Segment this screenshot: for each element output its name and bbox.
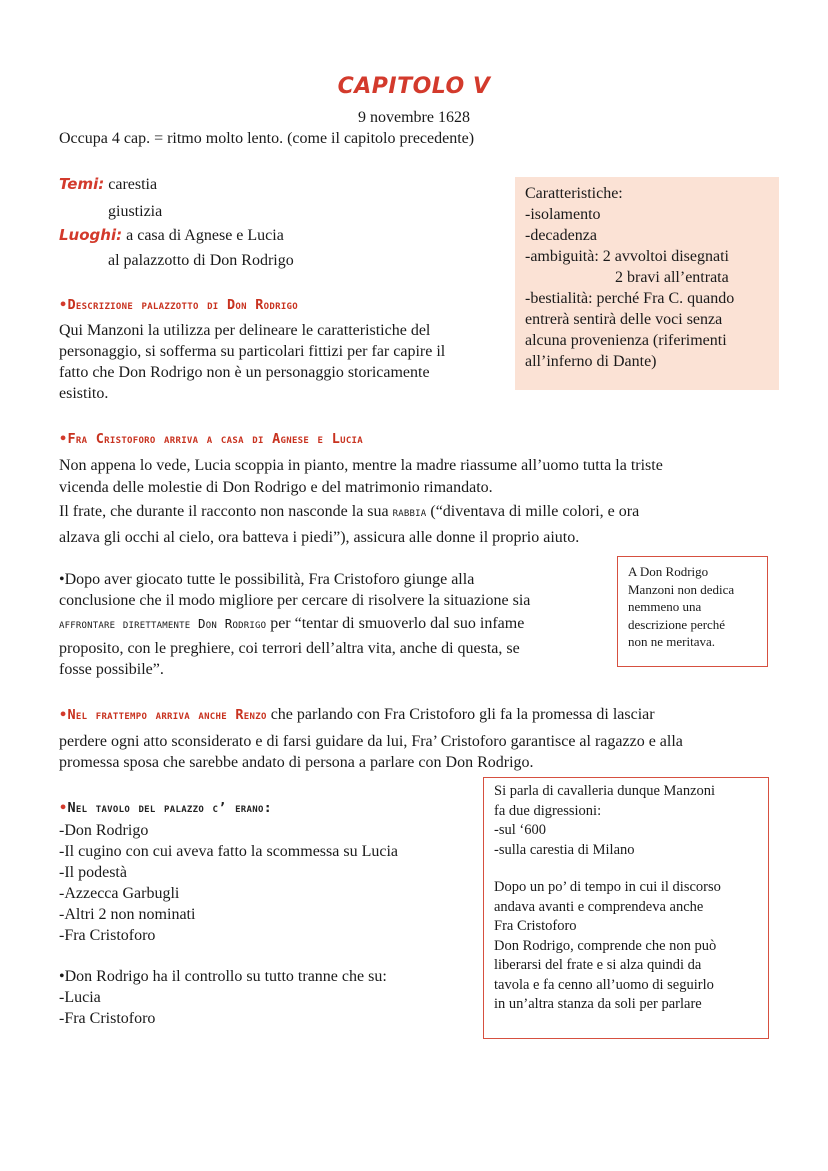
highlight-rabbia: rabbia xyxy=(392,504,427,519)
list-item: -Il cugino con cui aveva fatto la scommessa su Lucia xyxy=(59,843,398,860)
caratteristiche-line: 2 bravi all’entrata xyxy=(615,269,729,286)
luoghi-item: a casa di Agnese e Lucia xyxy=(126,227,284,244)
caratteristiche-line: -decadenza xyxy=(525,227,597,244)
list-item: -Lucia xyxy=(59,989,101,1006)
note-line: nemmeno una xyxy=(628,599,702,614)
paragraph-line: Non appena lo vede, Lucia scoppia in pianto, mentre la madre riassume all’uomo tutta la triste xyxy=(59,457,663,474)
page-title: CAPITOLO V xyxy=(337,74,491,99)
paragraph-line: promessa sposa che sarebbe andato di persona a parlare con Don Rodrigo. xyxy=(59,754,534,771)
bullet-dot: • xyxy=(59,800,68,816)
bullet-dot: • xyxy=(59,431,68,447)
caratteristiche-box xyxy=(515,177,779,390)
note-line: andava avanti e comprendeva anche xyxy=(494,898,704,915)
note-line: -sul ‘600 xyxy=(494,822,546,838)
control-line: •Don Rodrigo ha il controllo su tutto tranne che su: xyxy=(59,968,387,985)
list-item: -Fra Cristoforo xyxy=(59,927,156,944)
paragraph-line: fatto che Don Rodrigo non è un personaggio storicamente xyxy=(59,364,430,381)
caratteristiche-line: -isolamento xyxy=(525,206,601,223)
paragraph-line: Il frate, che durante il racconto non nasconde la sua rabbia (“diventava di mille colori, e ora xyxy=(59,503,640,520)
note-line: fa due digressioni: xyxy=(494,802,602,819)
caratteristiche-line: entrerà sentirà delle voci senza xyxy=(525,311,723,328)
luoghi-label: Luoghi: xyxy=(59,226,123,244)
note-line: in un’altra stanza da soli per parlare xyxy=(494,996,702,1012)
paragraph-line: alzava gli occhi al cielo, ora batteva i piedi”), assicura alle donne il proprio aiuto. xyxy=(59,529,580,546)
note-line: non ne meritava. xyxy=(628,634,715,649)
list-item: -Azzecca Garbugli xyxy=(59,885,180,902)
paragraph-line: •Dopo aver giocato tutte le possibilità, Fra Cristoforo giunge alla xyxy=(59,571,475,588)
note-line: Fra Cristoforo xyxy=(494,918,577,934)
section-heading-renzo: •Nel frattempo arriva anche Renzo xyxy=(59,707,267,723)
caratteristiche-line: Caratteristiche: xyxy=(525,185,623,202)
list-item: -Il podestà xyxy=(59,864,127,881)
note-line: A Don Rodrigo xyxy=(628,564,709,579)
list-item: -Don Rodrigo xyxy=(59,822,149,839)
paragraph-line: vicenda delle molestie di Don Rodrigo e del matrimonio rimandato. xyxy=(59,479,493,496)
temi-label: Temi: xyxy=(59,175,105,193)
bullet-dot: • xyxy=(59,707,68,723)
note-line: -sulla carestia di Milano xyxy=(494,841,635,858)
temi-item: giustizia xyxy=(108,203,163,220)
paragraph-line: perdere ogni atto sconsiderato e di farsi guidare da lui, Fra’ Cristoforo garantisce al ragazzo e alla xyxy=(59,733,683,750)
section-renzo: •Nel frattempo arriva anche Renzo che parlando con Fra Cristoforo gli fa la promessa di lasciar xyxy=(59,706,655,723)
paragraph-line: Qui Manzoni la utilizza per delineare le caratteristiche del xyxy=(59,322,431,339)
note-line: Don Rodrigo, comprende che non può xyxy=(494,937,717,954)
note-line: liberarsi del frate e si alza quindi da xyxy=(494,957,702,973)
temi-block xyxy=(59,174,157,195)
section-heading-tavolo: •Nel tavolo del palazzo c’ erano: xyxy=(59,800,273,816)
list-item: -Fra Cristoforo xyxy=(59,1010,156,1027)
note-line: tavola e fa cenno all’uomo di seguirlo xyxy=(494,976,714,993)
caratteristiche-line: -bestialità: perché Fra C. quando xyxy=(525,290,735,307)
luoghi-item: al palazzotto di Don Rodrigo xyxy=(108,252,294,269)
caratteristiche-line: alcuna provenienza (riferimenti xyxy=(525,332,727,349)
caratteristiche-line: -ambiguità: 2 avvoltoi disegnati xyxy=(525,248,729,265)
intro-line: Occupa 4 cap. = ritmo molto lento. (come il capitolo precedente) xyxy=(59,130,475,147)
bullet-dot: • xyxy=(59,297,68,313)
caratteristiche-line: all’inferno di Dante) xyxy=(525,353,657,370)
note-line: Dopo un po’ di tempo in cui il discorso xyxy=(494,879,721,895)
paragraph-line: affrontare direttamente Don Rodrigo per “tentar di smuoverlo dal suo infame xyxy=(59,615,525,632)
section-heading-fra-cristoforo: •Fra Cristoforo arriva a casa di Agnese e Lucia xyxy=(59,431,363,447)
note-box-rodrigo xyxy=(617,556,768,667)
paragraph-line: conclusione che il modo migliore per cercare di risolvere la situazione sia xyxy=(59,592,531,609)
controllo-list xyxy=(59,966,387,1029)
paragraph-line: esistito. xyxy=(59,385,109,402)
section-body-palazzotto xyxy=(59,320,445,404)
highlight-affrontare: affrontare direttamente Don Rodrigo xyxy=(59,616,267,631)
section-body-affrontare xyxy=(59,569,530,680)
paragraph-line: fosse possibile”. xyxy=(59,661,164,678)
note-line: descrizione perché xyxy=(628,616,726,632)
tavolo-list xyxy=(59,820,398,946)
paragraph-line: personaggio, si sofferma su particolari fittizi per far capire il xyxy=(59,343,446,360)
date: 9 novembre 1628 xyxy=(358,109,470,126)
paragraph-line: proposito, con le preghiere, coi terrori dell’altra vita, anche di questa, se xyxy=(59,640,520,657)
note-box-cavalleria xyxy=(483,777,769,1039)
luoghi-block xyxy=(59,225,284,246)
note-line: Manzoni non dedica xyxy=(628,581,735,597)
temi-item: carestia xyxy=(108,176,158,193)
section-heading-palazzotto: •Descrizione palazzotto di Don Rodrigo xyxy=(59,297,298,313)
note-line: Si parla di cavalleria dunque Manzoni xyxy=(494,783,716,799)
list-item: -Altri 2 non nominati xyxy=(59,906,196,923)
